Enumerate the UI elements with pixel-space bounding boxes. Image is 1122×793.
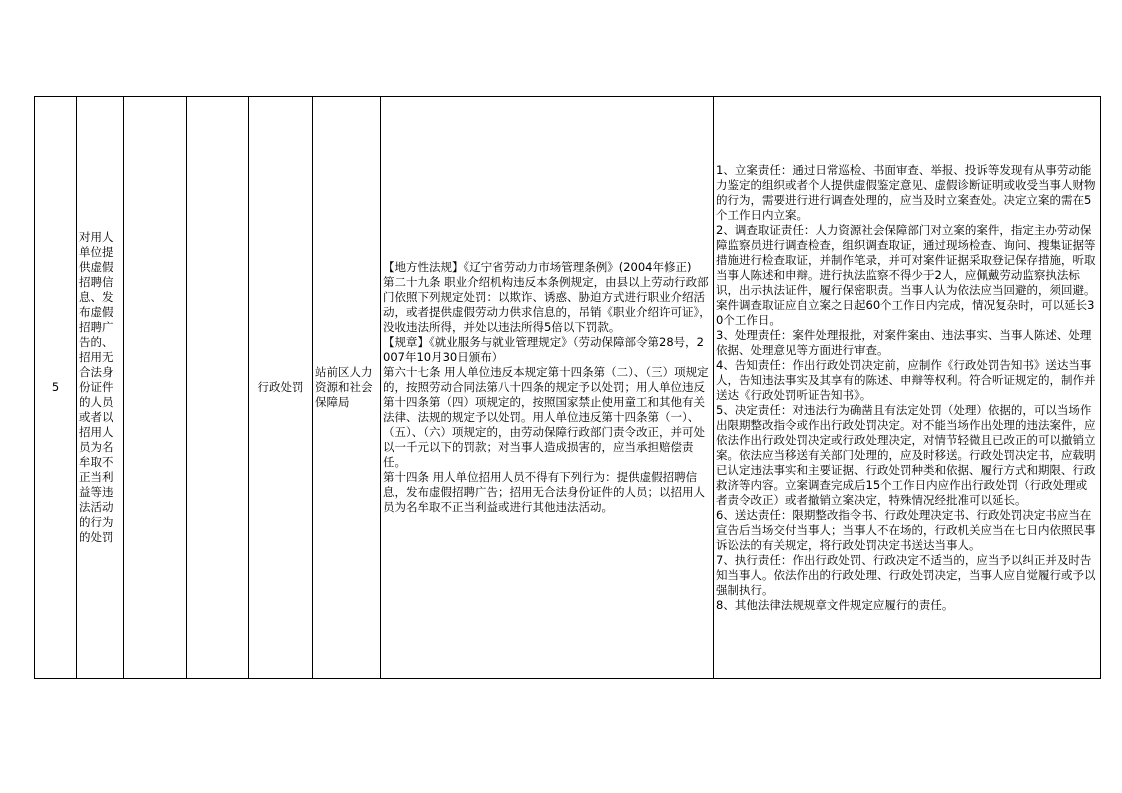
- sub-item-cell: [124, 97, 187, 679]
- row-number: 5: [35, 97, 77, 679]
- implementing-department: 站前区人力资源和社会保障局: [313, 97, 381, 679]
- legal-basis: [381, 97, 714, 679]
- legal-basis-paragraph: 第六十七条 用人单位违反本规定第十四条第（二）、（三）项规定的，按照劳动合同法第八十四条的规定予以处罚；用人单位违反第十四条第（四）项规定的，按照国家禁止使用童工和其他有关法律、法规的规定予以处罚。用人单位违反第十四条第（一）、（五）、（六）项规定的，由劳动保障行政部门责令改正，并可处以一千元以下的罚款；对当事人造成损害的，应当承担赔偿责任。: [383, 365, 709, 469]
- legal-basis-paragraph: 【规章】《就业服务与就业管理规定》（劳动保障部令第28号，2007年10月30日颁布）: [383, 335, 704, 364]
- responsibility-items: [714, 97, 1101, 679]
- power-list-table: [34, 96, 1101, 679]
- blank-cell: [187, 97, 249, 679]
- responsibility-item: 1、立案责任：通过日常巡检、书面审查、举报、投诉等发现有从事劳动能力鉴定的组织或者个人提供虚假鉴定意见、虚假诊断证明或收受当事人财物的行为，需要进行进行调查处理的，应当及时立案查处。决定立案的需在5个工作日内立案。: [716, 162, 1096, 222]
- responsibility-item: 5、决定责任：对违法行为确凿且有法定处罚（处理）依据的，可以当场作出限期整改指令或作出行政处罚决定。对不能当场作出处理的违法案件，应依法作出行政处罚决定或行政处理决定，对情节轻微且已改正的可以撤销立案。依法应当移送有关部门处理的，应及时移送。行政处罚决定书，应载明已认定违法事实和主要证据、行政处罚种类和依据、履行方式和期限、行政救济等内容。立案调查完成后15个工作日内应作出行政处罚（行政处理或者责令改正）或者撤销立案决定，特殊情况经批准可以延长。: [716, 402, 1096, 507]
- item-name: 对用人单位提供虚假招聘信息、发布虚假招聘广告的、招用无合法身份证件的人员或者以招用人员为名牟取不正当利益等违法活动的行为的处罚: [77, 97, 124, 679]
- legal-basis-paragraph: 第十四条 用人单位招用人员不得有下列行为：提供虚假招聘信息，发布虚假招聘广告；招用无合法身份证件的人员；以招用人员为名牟取不正当利益或进行其他违法活动。: [383, 470, 705, 514]
- responsibility-item: 8、其他法律法规规章文件规定应履行的责任。: [716, 597, 954, 612]
- responsibility-item: 7、执行责任：作出行政处罚、行政决定不适当的，应当予以纠正并及时告知当事人。依法作出的行政处理、行政处罚决定，当事人应自觉履行或予以强制执行。: [716, 552, 1096, 597]
- legal-basis-paragraph: 【地方性法规】《辽宁省劳动力市场管理条例》(2004年修正): [383, 260, 692, 274]
- responsibility-item: 2、调查取证责任：人力资源社会保障部门对立案的案件，指定主办劳动保障监察员进行调查检查，组织调查取证，通过现场检查、询问、搜集证据等措施进行检查取证，并制作笔录，并可对案件证据采取登记保存措施，听取当事人陈述和申辩。进行执法监察不得少于2人，应佩戴劳动监察执法标识，出示执法证件，履行保密职责。当事人认为依法应当回避的，须回避。案件调查取证应自立案之日起60个工作日内完成，情况复杂时，可以延长30个工作日。: [716, 222, 1096, 327]
- responsibility-item: 4、告知责任：作出行政处罚决定前，应制作《行政处罚告知书》送达当事人，告知违法事实及其享有的陈述、申辩等权利。符合听证规定的，制作并送达《行政处罚听证告知书》。: [716, 357, 1096, 402]
- table-row: [35, 97, 1101, 679]
- responsibility-item: 6、送达责任：限期整改指令书、行政处理决定书、行政处罚决定书应当在宣告后当场交付当事人；当事人不在场的，行政机关应当在七日内依照民事诉讼法的有关规定，将行政处罚决定书送达当事人。: [716, 507, 1096, 552]
- responsibility-item: 3、处理责任：案件处理报批，对案件案由、违法事实、当事人陈述、处理依据、处理意见等方面进行审查。: [716, 327, 1092, 357]
- legal-basis-paragraph: 第二十九条 职业介绍机构违反本条例规定，由县以上劳动行政部门依照下列规定处罚：以欺诈、诱惑、胁迫方式进行职业介绍活动，或者提供虚假劳动力供求信息的，吊销《职业介绍许可证》，没收违法所得，并处以违法所得5倍以下罚款。: [383, 275, 711, 334]
- power-category: 行政处罚: [249, 97, 313, 679]
